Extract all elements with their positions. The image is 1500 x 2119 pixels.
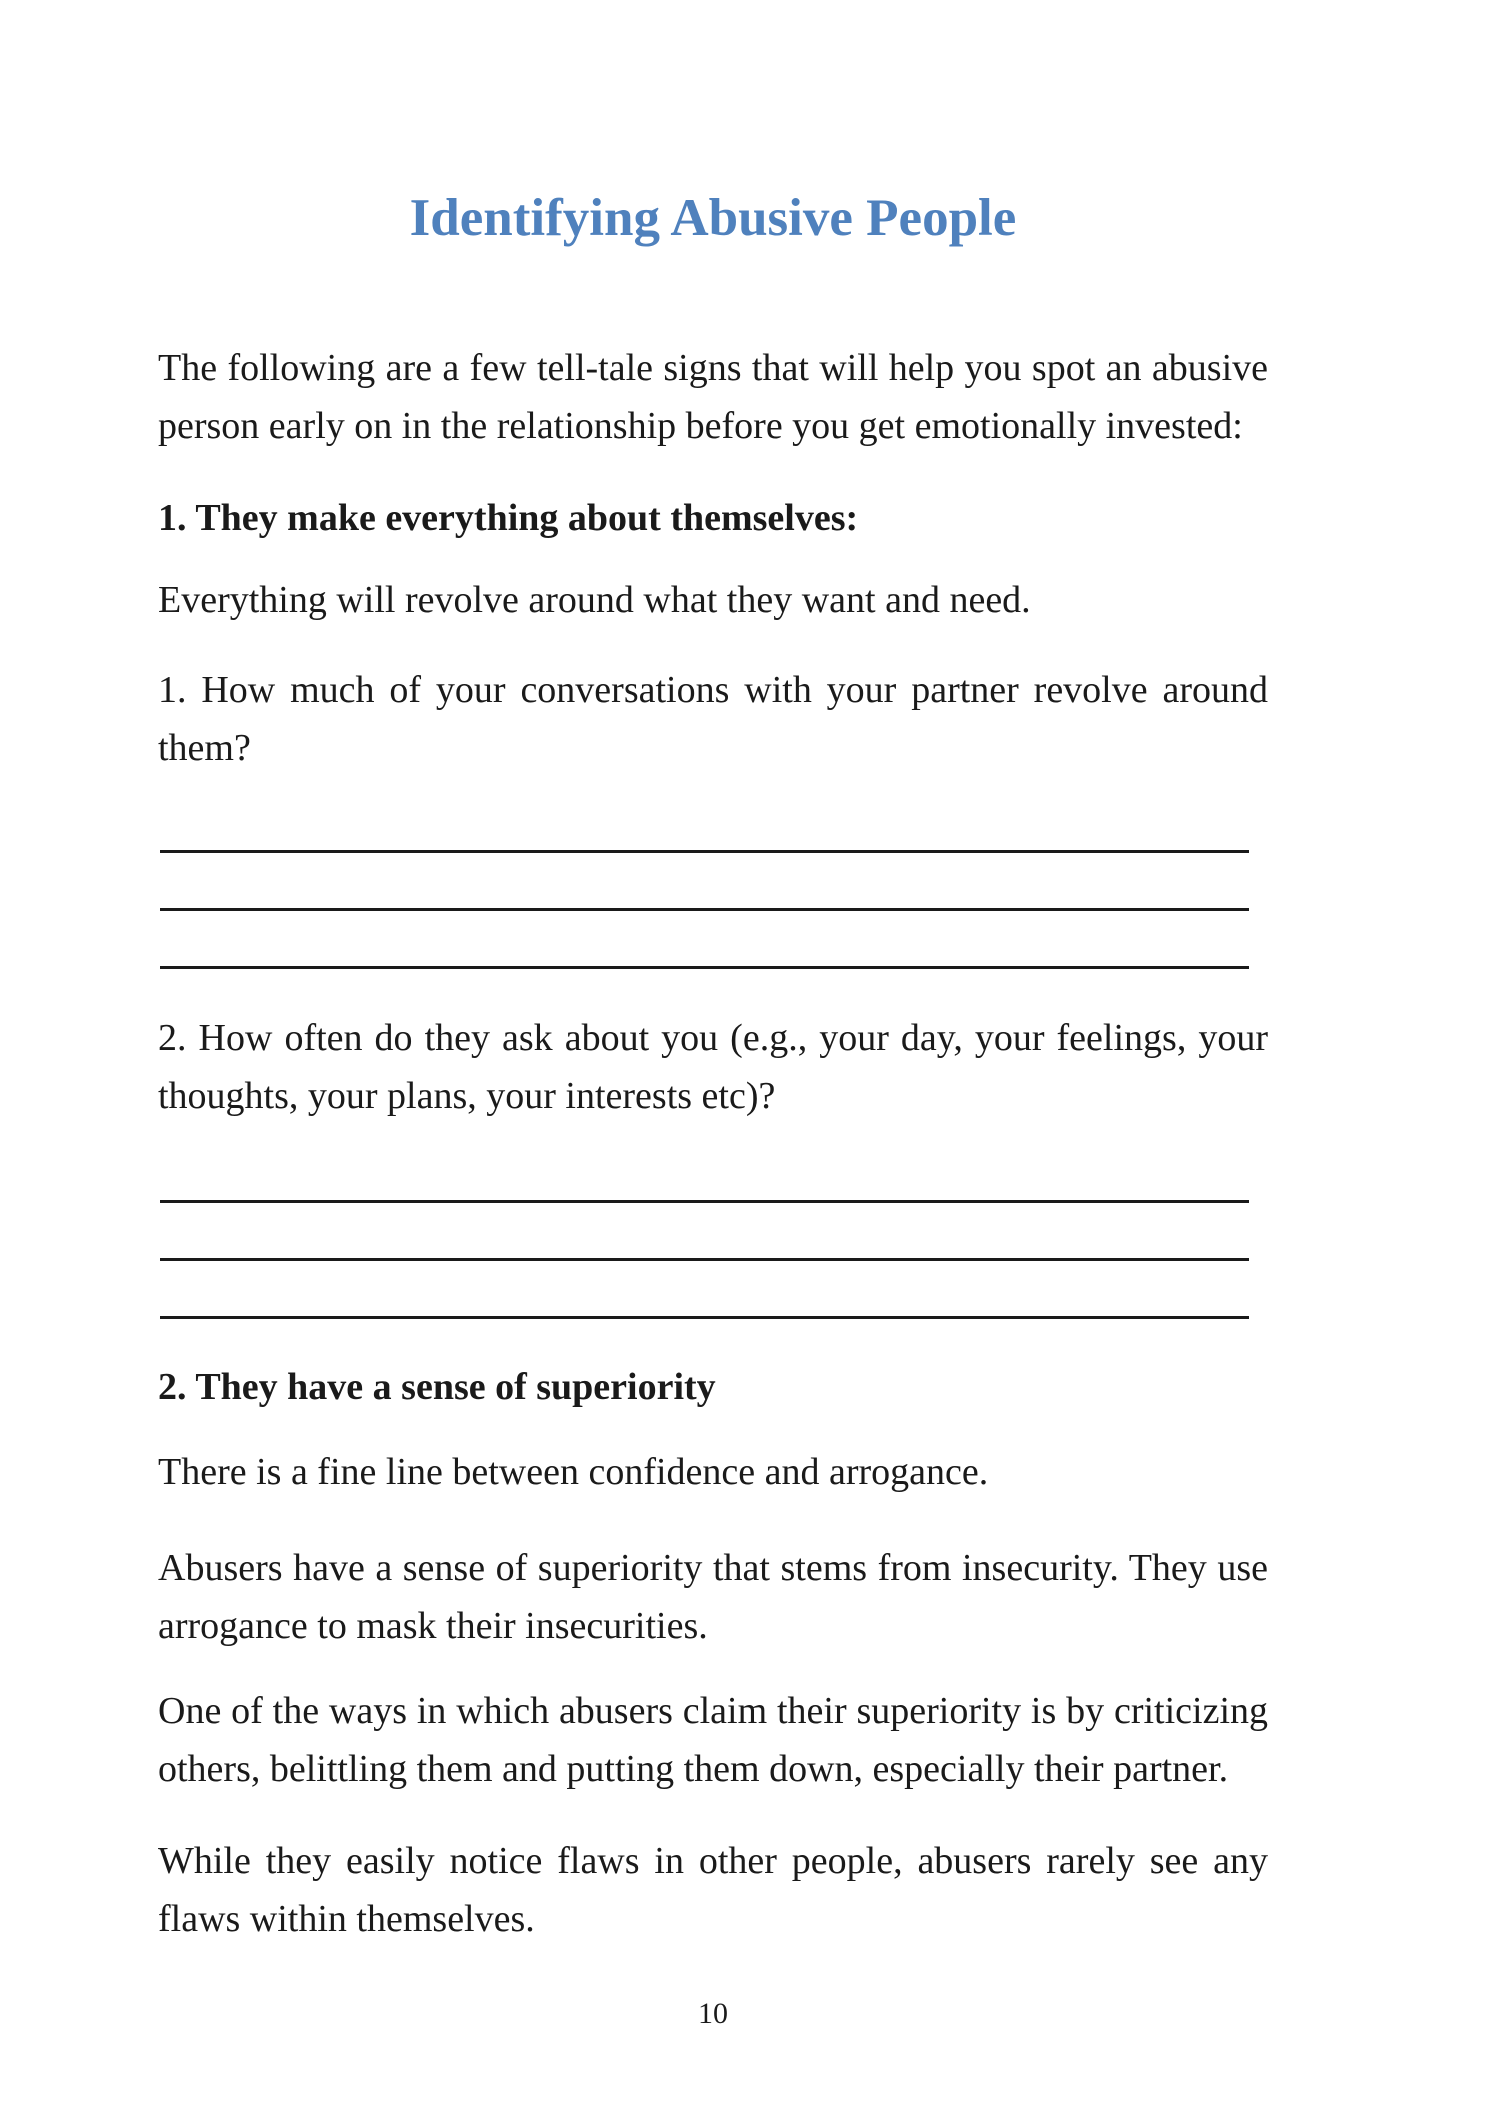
section-2-paragraph-2: Abusers have a sense of superiority that stems from insecurity. They use arrogance to mask their insecurities. [158, 1547, 1268, 1647]
answer-line [160, 853, 1249, 911]
section-2-paragraph-4: While they easily notice flaws in other people, abusers rarely see any flaws within themselves. [158, 1840, 1268, 1940]
question-1-text: 1. How much of your conversations with your partner revolve around them? [158, 669, 1268, 769]
section-2-paragraph-1: There is a fine line between confidence and arrogance. [158, 1451, 989, 1493]
question-1-answer-lines [158, 795, 1268, 969]
section-1-heading: 1. They make everything about themselves: [158, 497, 859, 539]
section-2-heading: 2. They have a sense of superiority [158, 1366, 716, 1408]
answer-line [160, 1261, 1249, 1319]
page-number: 10 [698, 1997, 728, 2030]
page-title: Identifying Abusive People [409, 189, 1017, 247]
intro-paragraph: The following are a few tell-tale signs that will help you spot an abusive person early on in the relationship before you get emotionally invested: [158, 347, 1268, 447]
question-2-answer-lines [158, 1145, 1268, 1319]
question-2-text: 2. How often do they ask about you (e.g., your day, your feelings, your thoughts, your plans, your interests etc)? [158, 1017, 1268, 1117]
answer-line [160, 911, 1249, 969]
section-2-paragraph-3: One of the ways in which abusers claim their superiority is by criticizing others, belittling them and putting them down, especially their partner. [158, 1690, 1268, 1790]
answer-line [160, 1203, 1249, 1261]
answer-line [160, 795, 1249, 853]
answer-line [160, 1145, 1249, 1203]
section-1-lead: Everything will revolve around what they want and need. [158, 579, 1031, 621]
